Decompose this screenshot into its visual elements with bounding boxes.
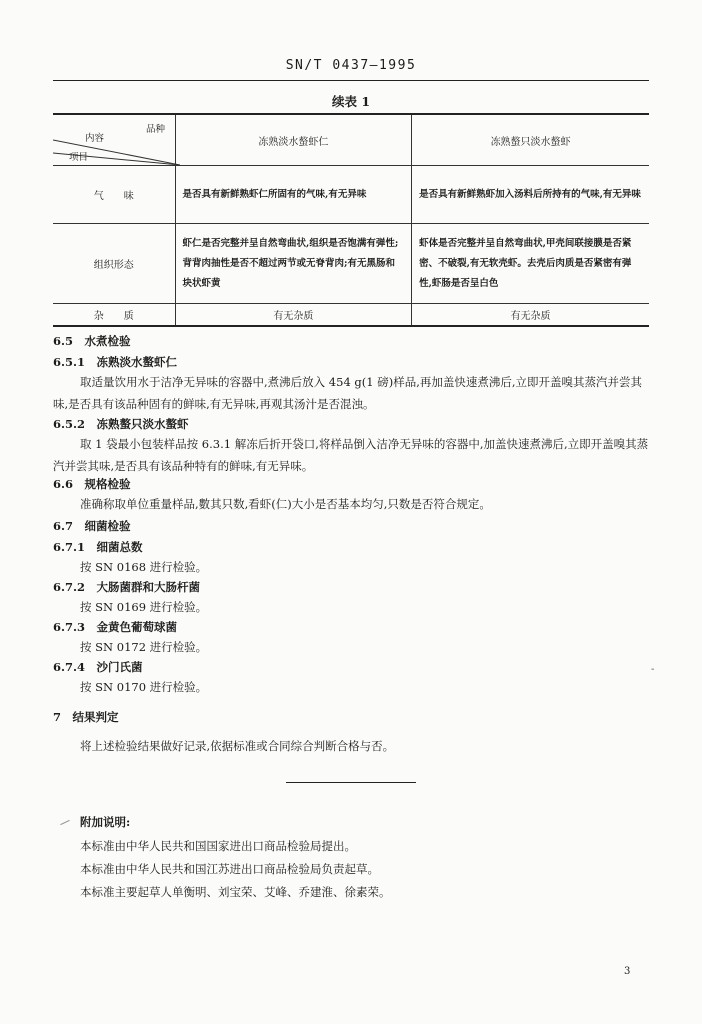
notes-line: 本标准主要起草人单衡明、刘宝荣、艾峰、乔建淮、徐素荣。 — [80, 885, 391, 899]
section-heading-6-5: 6.5 水煮检验 — [53, 334, 131, 348]
section-heading-6-7: 6.7 细菌检验 — [53, 519, 131, 533]
corner-cell — [53, 114, 175, 166]
separator-rule — [286, 782, 416, 783]
row-cell: 是否具有新鲜熟虾加入汤料后所持有的气味,有无异味 — [412, 166, 649, 224]
section-heading-6-7-4: 6.7.4 沙门氏菌 — [53, 660, 143, 674]
paragraph-6-6: 准确称取单位重量样品,數其只数,看虾(仁)大小是否基本均匀,只数是否符合规定。 — [80, 497, 491, 511]
paragraph-6-5-2: 取 1 袋最小包装样品按 6.3.1 解冻后折开袋口,将样品倒入洁净无异味的容器中,加盖快速煮沸后,立即开盖嗅其蒸汽并尝其味,是否具有该品种特有的鲜味,有无异味。 — [53, 437, 649, 473]
section-heading-7: 7 结果判定 — [53, 710, 119, 724]
paragraph-6-7-3: 按 SN 0172 进行检验。 — [80, 640, 208, 654]
row-item: 组织形态 — [53, 224, 175, 304]
standard-number: SN/T 0437—1995 — [285, 58, 417, 73]
spec-table — [53, 113, 649, 327]
paragraph-6-7-4: 按 SN 0170 进行检验。 — [80, 680, 208, 694]
row-cell: 有无杂质 — [175, 304, 412, 326]
paragraph-6-5-1: 取适量饮用水于洁净无异味的容器中,煮沸后放入 454 g(1 磅)样品,再加盖快速煮沸后,立即开盖嗅其蒸汽并尝其味,是否具有该品种固有的鲜味,有无异味,再观其汤汁是否混浊。 — [53, 375, 643, 411]
notes-line: 本标准由中华人民共和国国家进出口商品检验局提出。 — [80, 839, 356, 853]
corner-mid-label: 内容 — [85, 133, 105, 144]
notes-title: 附加说明: — [80, 815, 131, 829]
column-header-1: 冻熟淡水螯虾仁 — [175, 114, 412, 166]
row-cell: 虾仁是否完整并呈自然弯曲状,组织是否饱满有弹性;背背肉抽性是否不超过两节或无脊背肉;有无黑肠和块状虾黄 — [175, 224, 412, 304]
section-heading-6-5-1: 6.5.1 冻熟淡水螯虾仁 — [53, 355, 178, 369]
row-cell: 是否具有新鲜熟虾仁所固有的气味,有无异味 — [175, 166, 412, 224]
notes-line: 本标准由中华人民共和国江苏进出口商品检验局负责起草。 — [80, 862, 379, 876]
table-row — [53, 224, 649, 304]
corner-top-label: 品种 — [146, 124, 166, 135]
table-caption: 续表 1 — [331, 94, 371, 109]
row-cell: 虾体是否完整并呈自然弯曲状,甲壳间联接膜是否紧密、不破裂,有无软壳虾。去壳后肉质是否紧密有弹性,虾肠是否呈白色 — [412, 224, 649, 304]
section-heading-6-7-3: 6.7.3 金黄色葡萄球菌 — [53, 620, 178, 634]
table-row — [53, 304, 649, 326]
column-header-2: 冻熟螯只淡水螯虾 — [412, 114, 649, 166]
page-number: 3 — [624, 966, 631, 977]
section-heading-6-7-1: 6.7.1 细菌总数 — [53, 540, 143, 554]
section-heading-6-7-2: 6.7.2 大肠菌群和大肠杆菌 — [53, 580, 201, 594]
section-heading-6-6: 6.6 规格检验 — [53, 477, 131, 491]
header-rule — [53, 80, 649, 81]
scan-mark: - — [651, 664, 655, 675]
row-cell: 有无杂质 — [412, 304, 649, 326]
table-header-row — [53, 114, 649, 166]
scan-mark — [60, 820, 69, 825]
corner-bottom-label: 项目 — [69, 152, 89, 163]
paragraph-6-7-1: 按 SN 0168 进行检验。 — [80, 560, 208, 574]
section-heading-6-5-2: 6.5.2 冻熟螯只淡水螯虾 — [53, 417, 189, 431]
paragraph-7: 将上述检验结果做好记录,依据标准或合同综合判断合格与否。 — [80, 739, 395, 753]
paragraph-6-7-2: 按 SN 0169 进行检验。 — [80, 600, 208, 614]
table-row — [53, 166, 649, 224]
row-item: 杂 质 — [53, 304, 175, 326]
row-item: 气 味 — [53, 166, 175, 224]
